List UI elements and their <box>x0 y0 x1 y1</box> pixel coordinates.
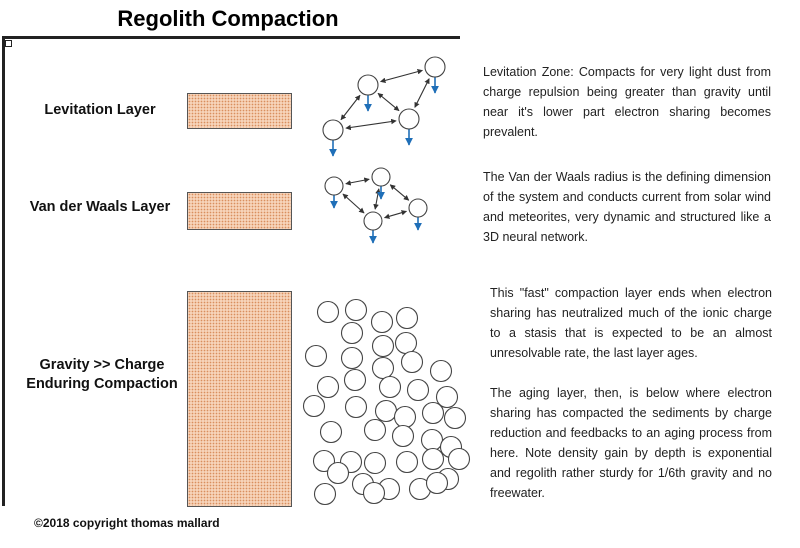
particle <box>373 336 394 357</box>
particle <box>346 300 367 321</box>
particle <box>306 346 327 367</box>
particle <box>346 397 367 418</box>
particle <box>423 403 444 424</box>
particle <box>397 452 418 473</box>
particle <box>345 370 366 391</box>
particle <box>397 308 418 329</box>
gravity-compaction-label-line2: Enduring Compaction <box>26 376 178 392</box>
aging-layer-description: The aging layer, then, is below where electron sharing has compacted the sediments by charge reduction and feedbacks to an aging process from here. Note density gain by depth is exponential and regolith rather sturdy for 1/6th gravity and no freewater. <box>490 386 772 500</box>
levitation-description: Levitation Zone: Compacts for very light dust from charge repulsion being greater than gravity until near it's lower part electron sharing becomes prevalent. <box>483 65 771 139</box>
particle <box>372 168 390 186</box>
particle <box>445 408 466 429</box>
particle <box>364 212 382 230</box>
particle <box>393 426 414 447</box>
repulsion-arrow <box>378 93 399 110</box>
particle <box>373 358 394 379</box>
repulsion-arrow <box>343 194 364 213</box>
particle <box>342 348 363 369</box>
van-der-waals-description: The Van der Waals radius is the defining dimension of the system and conducts current from solar wind and meteorites, very dynamic and structured like a 3D neural network. <box>483 170 771 244</box>
van-der-waals-layer-label: Van der Waals Layer <box>29 199 171 215</box>
particle <box>321 422 342 443</box>
particle <box>365 453 386 474</box>
particle <box>396 333 417 354</box>
particle <box>423 449 444 470</box>
particle <box>425 57 445 77</box>
particle <box>427 473 448 494</box>
particle <box>376 401 397 422</box>
particle <box>380 377 401 398</box>
particle <box>325 177 343 195</box>
repulsion-arrow <box>390 185 409 201</box>
particle <box>402 352 423 373</box>
particle <box>323 120 343 140</box>
fast-compaction-description: This "fast" compaction layer ends when electron sharing has neutralized much of the ionic charge to a stasis that is expected to be an almost unresolvable rate, the last layer ages. <box>490 286 772 360</box>
particle <box>372 312 393 333</box>
particle <box>431 361 452 382</box>
particle <box>409 199 427 217</box>
copyright-notice: ©2018 copyright thomas mallard <box>34 516 220 530</box>
particle <box>364 483 385 504</box>
repulsion-arrow <box>341 95 360 119</box>
particle <box>342 323 363 344</box>
particle <box>318 377 339 398</box>
levitation-layer-label: Levitation Layer <box>44 102 156 118</box>
gravity-compaction-label-line1: Gravity >> Charge <box>39 357 165 373</box>
repulsion-arrow <box>385 211 407 217</box>
particle <box>449 449 470 470</box>
particle <box>395 407 416 428</box>
repulsion-arrow <box>375 189 379 209</box>
particle <box>399 109 419 129</box>
particle <box>315 484 336 505</box>
repulsion-arrow <box>346 121 396 128</box>
particle <box>328 463 349 484</box>
particle <box>365 420 386 441</box>
repulsion-arrow <box>346 179 369 183</box>
particle <box>358 75 378 95</box>
repulsion-arrow <box>381 70 423 81</box>
particle <box>408 380 429 401</box>
diagram-title: Regolith Compaction <box>117 6 339 31</box>
particle <box>304 396 325 417</box>
particle <box>318 302 339 323</box>
repulsion-arrow <box>415 79 429 108</box>
particle <box>422 430 443 451</box>
